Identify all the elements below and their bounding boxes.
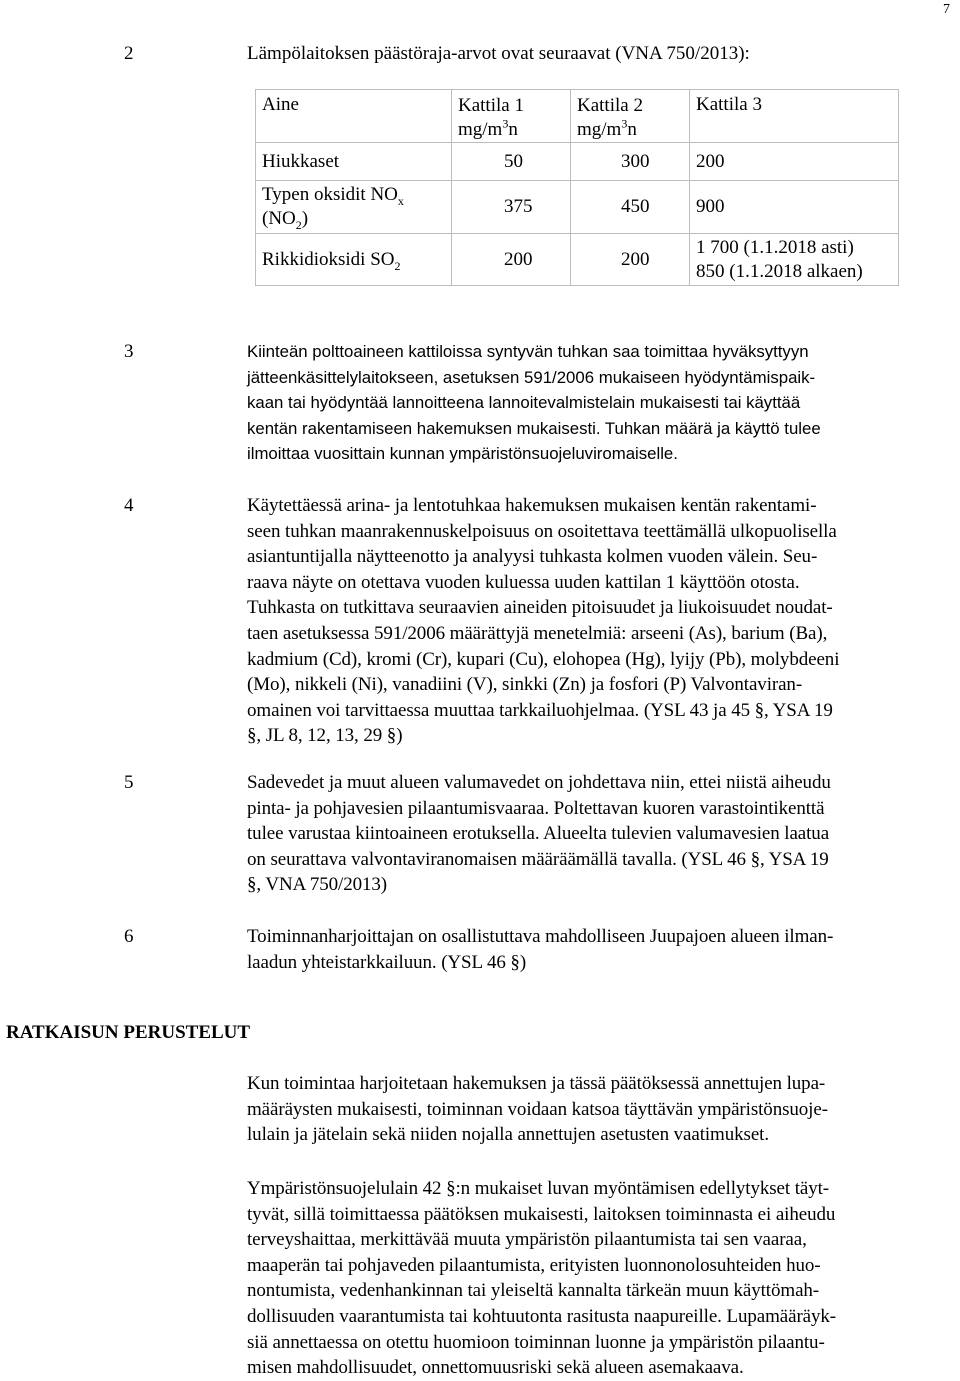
item-5-text: Sadevedet ja muut alueen valumavedet on johdettava niin, ettei niistä aiheudu pinta- ja pohjavesien pilaantumisvaaraa. Poltettavan kuoren varastointikenttä tulee varustaa kiintoaineen erotuksella. Alueelta tulevien valumavesien laatua on seurattava valvontaviranomaisen määräämällä tavalla. (YSL 46 §, YSA 19 §, VNA 750/2013)	[247, 772, 831, 896]
item-number-3: 3	[124, 341, 134, 362]
table-row	[256, 181, 899, 234]
item-number-2: 2	[124, 43, 134, 64]
header-aine: Aine	[262, 94, 299, 115]
item-2-intro: Lämpölaitoksen päästöraja-arvot ovat seuraavat (VNA 750/2013):	[247, 43, 750, 64]
reasoning-paragraph-2: Ympäristönsuojelulain 42 §:n mukaiset luvan myöntämisen edellytykset täyt- tyvät, sillä toimittaessa päätöksen mukaisesti, laitoksen toiminnasta ei aiheudu terveyshaittaa, merkittävää muuta ympäristön pilaantumista tai sen vaaraa, maaperän tai pohjaveden pilaantumista, erityisten luonnonolosuhteiden huo- nontumista, vedenhankinnan tai yleiseltä kannalta tärkeän muun käyttömah- dollisuuden vaarantumista tai kohtuutonta rasitusta naapureille. Lupamääräyk- siä annettaessa on otettu huomioon toiminnan luonne ja ympäristön pilaantu- misen mahdollisuudet, onnettomuusriski sekä alueen asemakaava.	[247, 1178, 837, 1379]
item-number-6: 6	[124, 926, 134, 947]
header-kattila-3: Kattila 3	[696, 94, 762, 115]
section-heading: RATKAISUN PERUSTELUT	[6, 1022, 251, 1043]
item-number-4: 4	[124, 495, 134, 516]
emission-limits-table	[255, 89, 899, 286]
cell-kattila-2: 300	[571, 143, 690, 181]
cell-kattila-3: 200	[690, 143, 899, 181]
header-kattila-1: Kattila 1	[458, 95, 524, 116]
cell-aine: Hiukkaset	[256, 143, 452, 181]
table-header-row	[256, 90, 899, 143]
cell-kattila-1: 200	[452, 234, 571, 286]
item-6-text: Toiminnanharjoittajan on osallistuttava mahdolliseen Juupajoen alueen ilman- laadun yhteistarkkailuun. (YSL 46 §)	[247, 926, 834, 973]
table-row	[256, 143, 899, 181]
cell-kattila-3: 900	[690, 181, 899, 234]
page-number: 7	[943, 2, 950, 17]
table-header-cell	[452, 90, 571, 143]
item-number-5: 5	[124, 772, 134, 793]
item-4-text: Käytettäessä arina- ja lentotuhkaa hakemuksen mukaisen kentän rakentami- seen tuhkan maanrakennuskelpoisuus on osoitettava teettämällä ulkopuolisella asiantuntijalla näytteenotto ja analyysi tuhkasta kolmen vuoden välein. Seu- raava näyte on otettava vuoden kuluessa uuden kattilan 1 käyttöön otosta. Tuhkasta on tutkittava seuraavien aineiden pitoisuudet ja liukoisuudet noudat- taen asetuksessa 591/2006 määrättyjä menetelmiä: arseeni (As), barium (Ba), kadmium (Cd), kromi (Cr), kupari (Cu), elohopea (Hg), lyijy (Pb), molybdeeni (Mo), nikkeli (Ni), vanadiini (V), sinkki (Zn) ja fosfori (P) Valvontaviran- omainen voi tarvittaessa muuttaa tarkkailuohjelmaa. (YSL 43 ja 45 §, YSA 19 §, JL 8, 12, 13, 29 §)	[247, 495, 840, 747]
reasoning-paragraph-1: Kun toimintaa harjoitetaan hakemuksen ja tässä päätöksessä annettujen lupa- määräysten mukaisesti, toiminnan voidaan katsoa täyttävän ympäristönsuoje- lulain ja jätelain sekä niiden nojalla annettujen asetusten vaatimukset.	[247, 1073, 828, 1146]
table-header-cell	[571, 90, 690, 143]
cell-kattila-1: 50	[452, 143, 571, 181]
header-kattila-1-unit: $mg/m^3n$	[458, 116, 518, 140]
table-header-cell	[256, 90, 452, 143]
cell-kattila-3: 1 700 (1.1.2018 asti) 850 (1.1.2018 alkaen)	[690, 234, 899, 286]
cell-aine: Typen oksidit $NO_x$ $(NO_2)$	[256, 181, 452, 234]
item-3-text: Kiinteän polttoaineen kattiloissa syntyvän tuhkan saa toimittaa hyväksyttyyn jätteenkäsittelylaitokseen, asetuksen 591/2006 mukaiseen hyödyntämispaik- kaan tai hyödyntää lannoitteena lannoitevalmistelain mukaisesti tai käyttää kentän rakentamiseen hakemuksen mukaisesti. Tuhkan määrä ja käyttö tulee ilmoittaa vuosittain kunnan ympäristönsuojeluviromaiselle.	[247, 342, 821, 464]
cell-kattila-2: 200	[571, 234, 690, 286]
header-kattila-2: Kattila 2	[577, 95, 643, 116]
cell-kattila-1: 375	[452, 181, 571, 234]
header-kattila-2-unit: $mg/m^3n$	[577, 116, 637, 140]
cell-aine: Rikkidioksidi $SO_2$	[256, 234, 452, 286]
table-row	[256, 234, 899, 286]
table-header-cell	[690, 90, 899, 143]
cell-kattila-2: 450	[571, 181, 690, 234]
